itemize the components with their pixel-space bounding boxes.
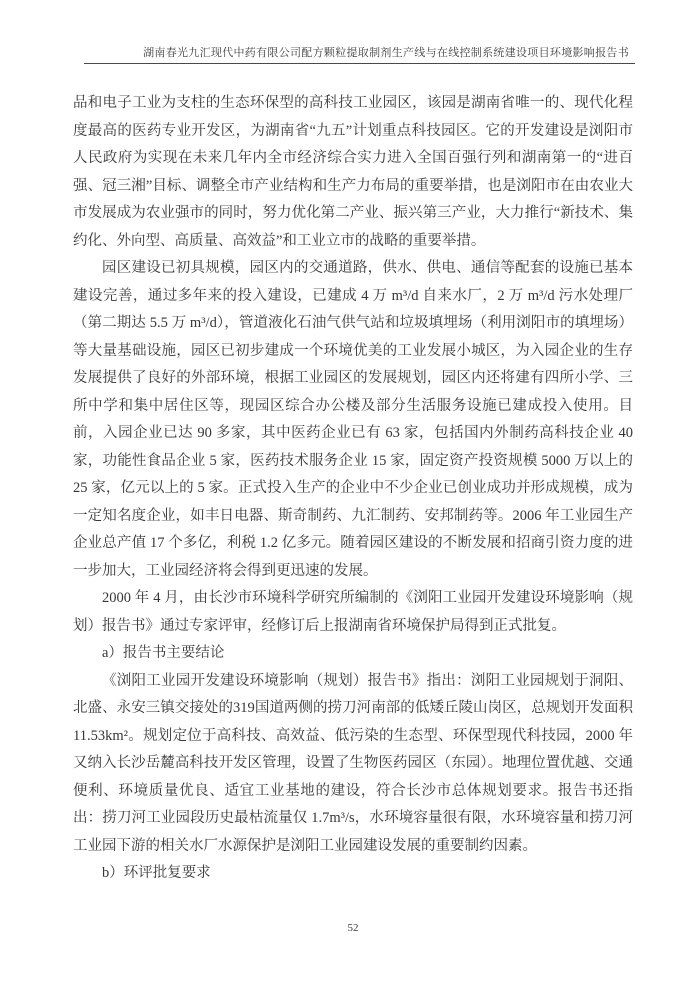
paragraph-report-conclusions: 《浏阳工业园开发建设环境影响（规划）报告书》指出：浏阳工业园规划于洞阳、北盛、永安三镇交接处的319国道两侧的捞刀河南部的低矮丘陵山岗区，总规划开发面积 11.53km²。规划定位于高科技、高效益、低污染的生态型、环保型现代科技园，2000 年又纳入长沙岳麓高科技开发区管理，设置了生物医药园区（东园）。地理位置优越、交通便利、环境质量优良、适宜工业基地的建设，符合长沙市总体规划要求。报告书还指出：捞刀河工业园段历史最枯流量仅 1.7m³/s，水环境容量很有限，水环境容量和捞刀河工业园下游的相关水厂水源保护是浏阳工业园建设发展的重要制约因素。: [73, 672, 633, 854]
document-content: [73, 90, 633, 888]
page-footer: [73, 922, 633, 934]
page-number: 52: [347, 922, 359, 934]
header-title: 湖南春光九汇现代中药有限公司配方颗粒提取制剂生产线与在线控制系统建设项目环境影响报告书: [143, 47, 629, 59]
paragraph-continuation: 品和电子工业为支柱的生态环保型的高科技工业园区，该园是湖南省唯一的、现代化程度最高的医药专业开发区，为湖南省“九五”计划重点科技园区。它的开发建设是浏阳市人民政府为实现在未来几年内全市经济综合实力进入全国百强行列和湖南第一的“进百强、冠三湘”目标、调整全市产业结构和生产力布局的重要举措，也是浏阳市在由农业大市发展成为农业强市的同时，努力优化第二产业、振兴第三产业，大力推行“新技术、集约化、外向型、高质量、高效益”和工业立市的战略的重要举措。: [73, 95, 633, 249]
section-heading-b: b）环评批复要求: [102, 865, 211, 881]
paragraph-park-construction: 园区建设已初具规模，园区内的交通道路，供水、供电、通信等配套的设施已基本建设完善，通过多年来的投入建设，已建成 4 万 m³/d 自来水厂，2 万 m³/d 污水处理厂（第二期达 5.5 万 m³/d），管道液化石油气供气站和垃圾填埋场（利用浏阳市的填埋场）等大量基础设施，园区已初步建成一个环境优美的工业发展小城区，为入园企业的生存发展提供了良好的外部环境，根据工业园区的发展规划，园区内还将建有四所小学、三所中学和集中居住区等，现园区综合办公楼及部分生活服务设施已建成投入使用。目前，入园企业已达 90 多家，其中医药企业已有 63 家，包括国内外制药高科技企业 40 家，功能性食品企业 5 家，医药技术服务企业 15 家，固定资产投资规模 5000 万以上的 25 家，亿元以上的 5 家。正式投入生产的企业中不少企业已创业成功并形成规模，成为一定知名度企业，如丰日电器、斯奇制药、九汇制药、安邦制药等。2006 年工业园生产企业总产值 17 个多亿，利税 1.2 亿多元。随着园区建设的不断发展和招商引资力度的进一步加大，工业园经济将会得到更迅速的发展。: [73, 260, 633, 579]
header-divider: [84, 63, 635, 64]
paragraph-report-approval: 2000 年 4 月，由长沙市环境科学研究所编制的《浏阳工业园开发建设环境影响（规划）报告书》通过专家评审，经修订后上报湖南省环境保护局得到正式批复。: [73, 590, 633, 634]
section-heading-a: a）报告书主要结论: [102, 645, 225, 661]
